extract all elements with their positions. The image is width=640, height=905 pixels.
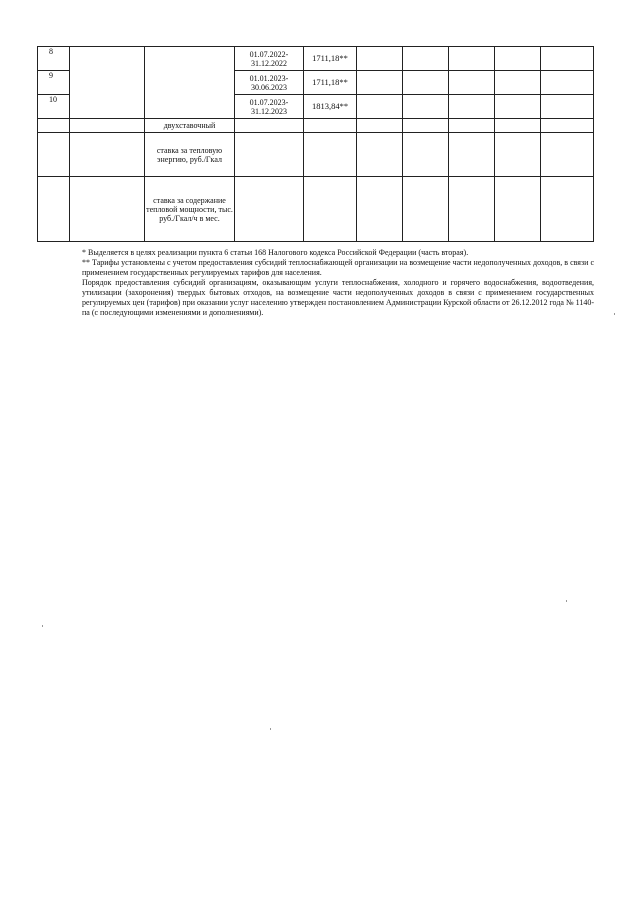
subsidy-procedure-note: Порядок предоставления субсидий организациям, оказывающим услуги теплоснабжения, холодного и горячего водоснабжения, водоотведения, утилизации (захоронения) твердых бытовых отходов, на возмещение части недополученных доходов в связи с применением государственных регулируемых цен (тарифов) при оказании услуг населению утвержден постановлением Администрации Курской области от 26.12.2012 года № 1140-па (с последующими изменениями и дополнениями). xyxy=(82,278,594,317)
energy-rate-label: ставка за тепловую энергию, руб./Гкал xyxy=(145,133,235,177)
scan-speck xyxy=(42,625,43,627)
tariff-value: 1711,18** xyxy=(304,47,357,71)
period-to: 31.12.2022 xyxy=(251,58,287,68)
scan-speck xyxy=(270,728,271,730)
period-to: 30.06.2023 xyxy=(251,82,287,92)
period-cell xyxy=(235,47,304,71)
period-from: 01.01.2023- xyxy=(249,73,289,83)
period-cell xyxy=(235,71,304,95)
table-row xyxy=(38,47,594,71)
table-row xyxy=(38,119,594,133)
period-from: 01.07.2023- xyxy=(249,97,289,107)
scan-speck xyxy=(614,313,615,315)
capacity-rate-label: ставка за содержание тепловой мощности, тыс. руб./Гкал/ч в мес. xyxy=(145,177,235,242)
tariff-value: 1813,84** xyxy=(304,95,357,119)
footnotes xyxy=(82,248,594,318)
period-cell xyxy=(235,95,304,119)
footnote-subsidy: ** Тарифы установлены с учетом предоставления субсидий теплоснабжающей организации на возмещение части недополученных доходов, в связи с применением государственных регулируемых тарифов для населения. xyxy=(82,258,594,277)
empty-cell xyxy=(145,47,235,119)
scan-speck xyxy=(566,600,567,602)
row-number: 8 xyxy=(38,47,70,71)
table-row xyxy=(38,133,594,177)
tariff-table xyxy=(37,46,594,242)
row-number: 9 xyxy=(38,71,70,95)
table-row xyxy=(38,177,594,242)
row-number: 10 xyxy=(38,95,70,119)
footnote-vat: * Выделяется в целях реализации пункта 6 статьи 168 Налогового кодекса Российской Федерации (часть вторая). xyxy=(82,248,469,257)
period-to: 31.12.2023 xyxy=(251,106,287,116)
two-part-label: двухставочный xyxy=(145,119,235,133)
tariff-value: 1711,18** xyxy=(304,71,357,95)
period-from: 01.07.2022- xyxy=(249,49,289,59)
empty-cell xyxy=(70,47,145,119)
